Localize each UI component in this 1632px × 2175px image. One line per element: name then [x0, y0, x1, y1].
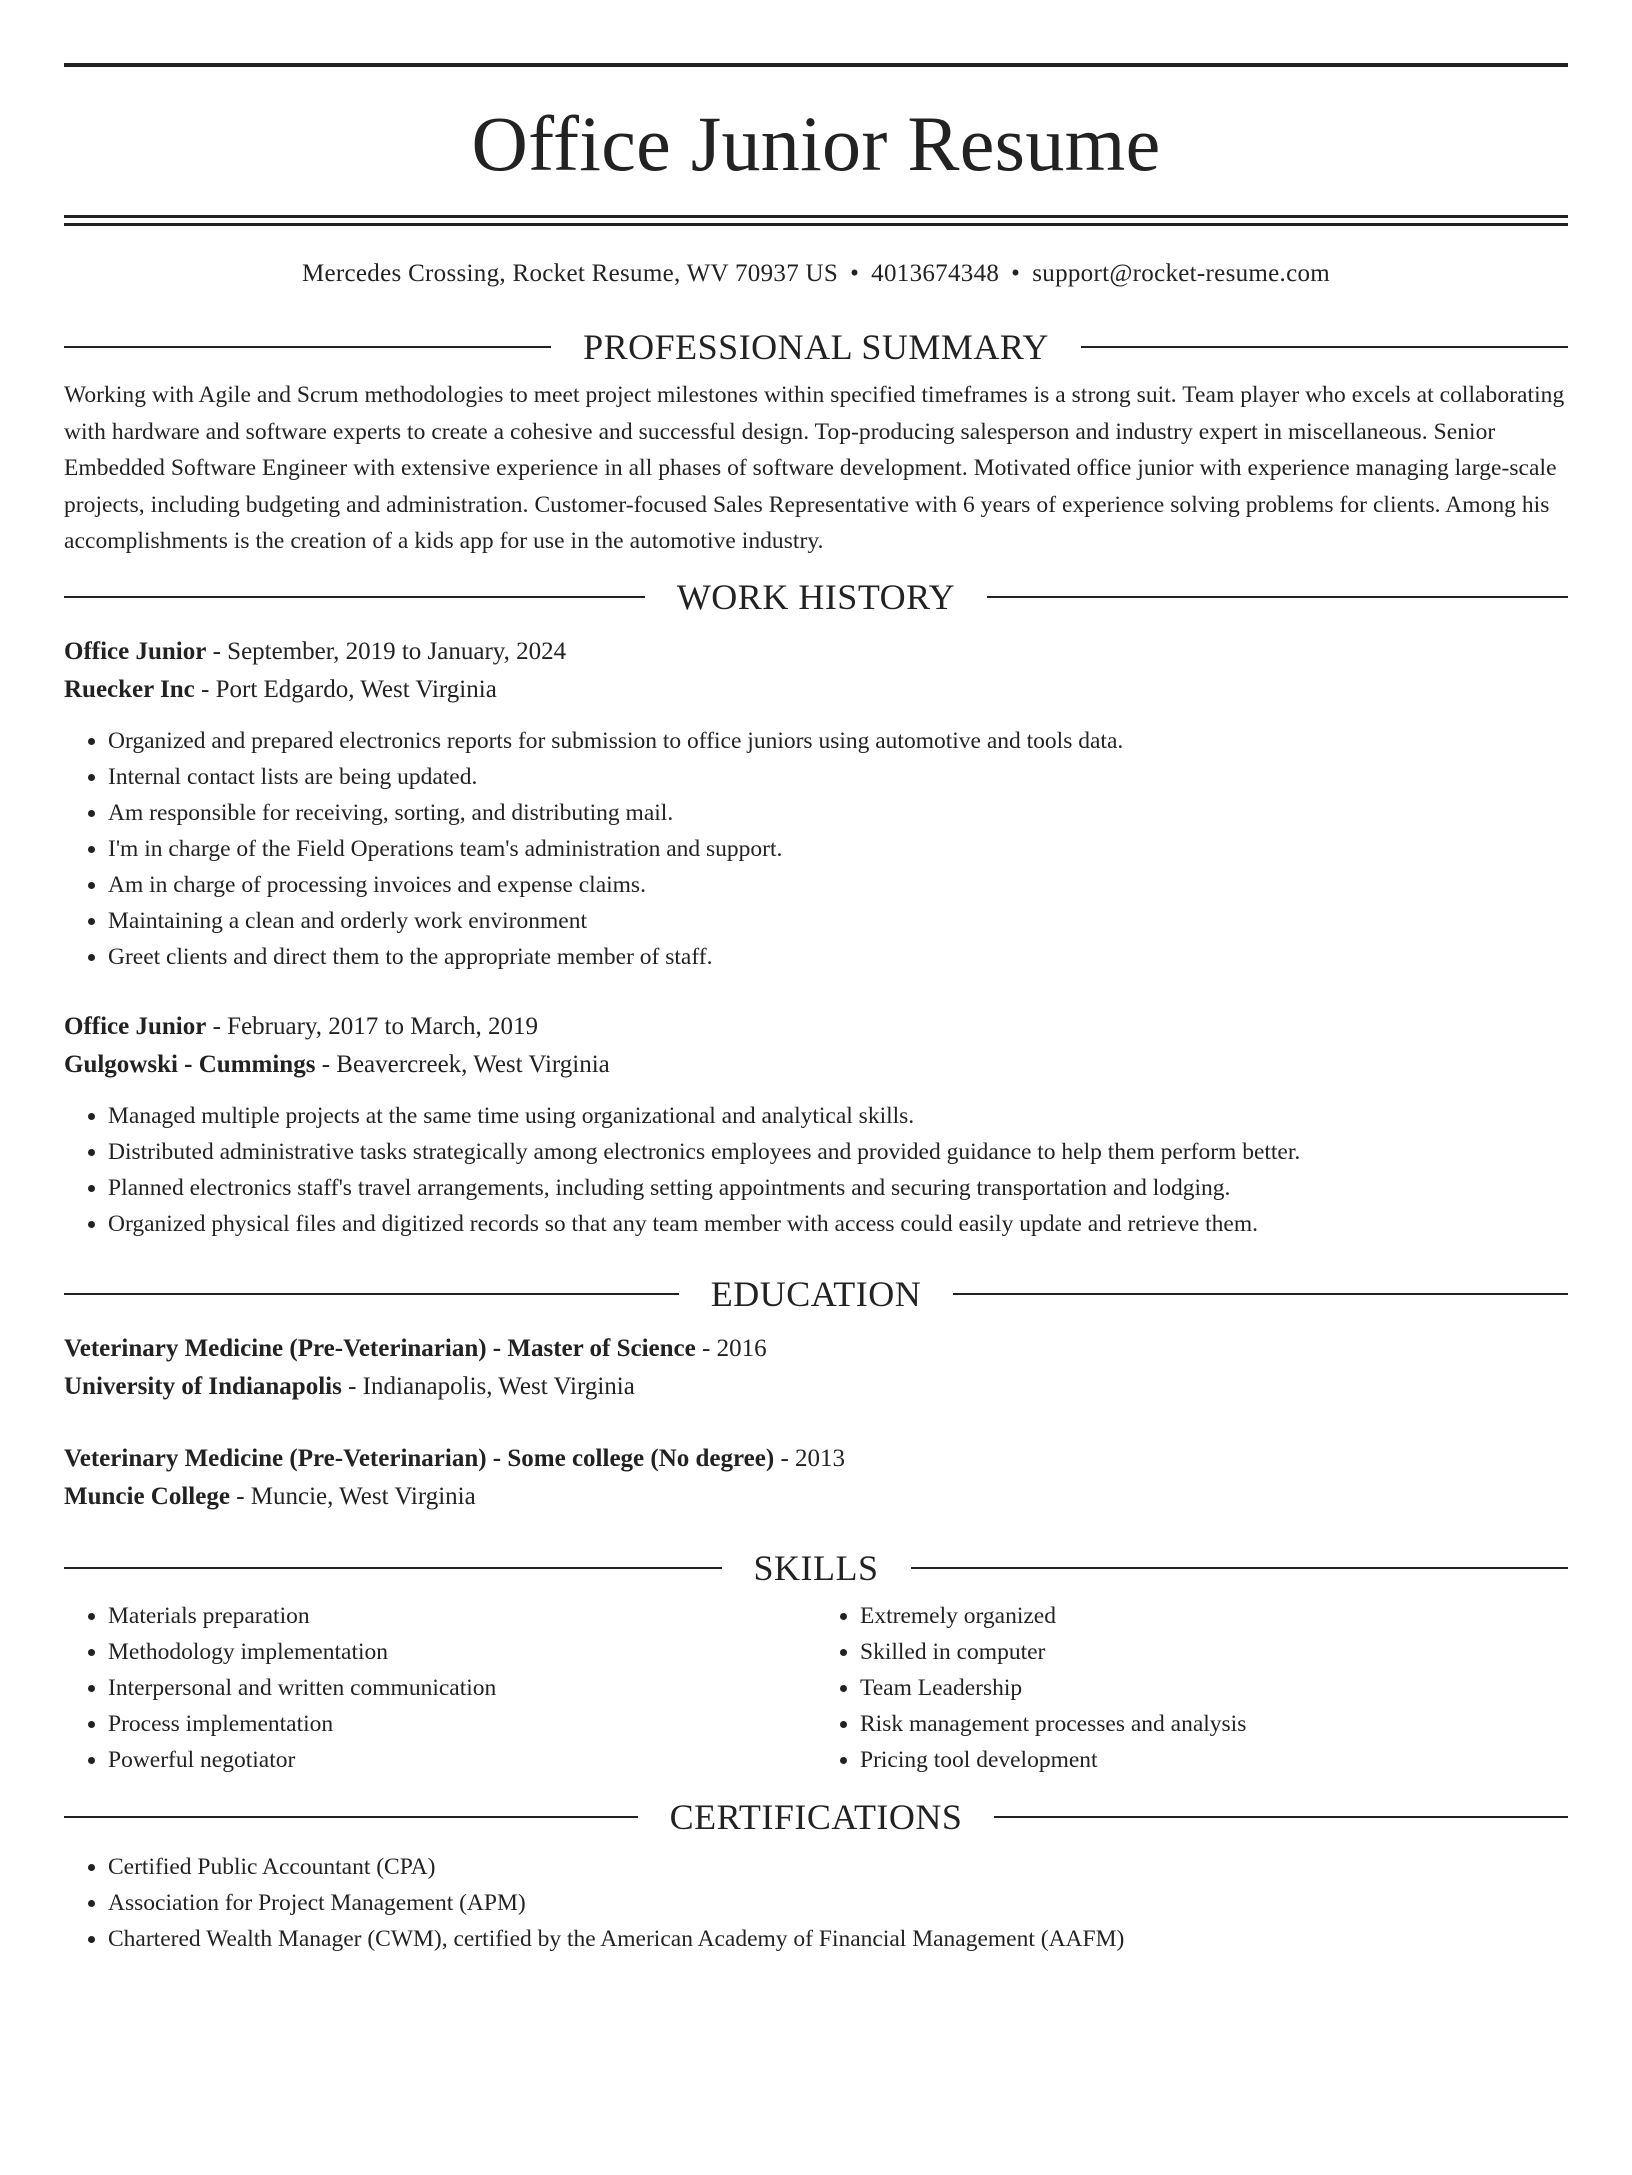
education-school-line — [64, 1478, 1568, 1516]
job-company: Ruecker Inc — [64, 675, 195, 703]
list-item: • Am responsible for receiving, sorting, and distributing mail. — [108, 795, 1568, 831]
list-item: • Certified Public Accountant (CPA) — [108, 1849, 1568, 1885]
list-item: • Distributed administrative tasks strategically among electronics employees and provided guidance to help them perform better. — [108, 1134, 1568, 1170]
job-dates: - September, 2019 to January, 2024 — [206, 637, 567, 665]
list-item: • Skilled in computer — [860, 1634, 1568, 1670]
job-title-line — [64, 633, 1568, 671]
education-degree-line — [64, 1440, 1568, 1478]
job-dates: - February, 2017 to March, 2019 — [206, 1012, 538, 1040]
list-item: • Materials preparation — [108, 1598, 816, 1634]
list-item: • I'm in charge of the Field Operations team's administration and support. — [108, 831, 1568, 867]
job-location: - Port Edgardo, West Virginia — [194, 675, 497, 703]
list-item: • Internal contact lists are being updated. — [108, 759, 1568, 795]
education-entry — [64, 1440, 1568, 1516]
job-title: Office Junior — [64, 1012, 207, 1040]
education-degree: Veterinary Medicine (Pre-Veterinarian) - Master of Science — [64, 1334, 696, 1362]
certifications-list — [64, 1849, 1568, 1957]
section-heading-certifications — [64, 1796, 1568, 1837]
resume-page — [0, 63, 1632, 2175]
list-item: • Risk management processes and analysis — [860, 1706, 1568, 1742]
education-school: University of Indianapolis — [64, 1372, 342, 1400]
list-item: • Association for Project Management (APM) — [108, 1885, 1568, 1921]
list-item: • Organized physical files and digitized records so that any team member with access could easily update and retrieve them. — [108, 1206, 1568, 1242]
job-location: - Beavercreek, West Virginia — [315, 1050, 610, 1078]
job-title-line — [64, 1008, 1568, 1046]
section-heading-label: WORK HISTORY — [676, 576, 956, 617]
list-item: • Methodology implementation — [108, 1634, 816, 1670]
list-item: • Team Leadership — [860, 1670, 1568, 1706]
job-bullets — [64, 723, 1568, 975]
list-item: • Process implementation — [108, 1706, 816, 1742]
top-rule — [64, 63, 1568, 67]
education-location: - Indianapolis, West Virginia — [341, 1372, 635, 1400]
contact-address: Mercedes Crossing, Rocket Resume, WV 70937 US — [301, 260, 839, 287]
list-item: • Extremely organized — [860, 1598, 1568, 1634]
skills-grid — [64, 1598, 1568, 1778]
section-heading-label: PROFESSIONAL SUMMARY — [583, 327, 1049, 367]
resume-title: Office Junior Resume — [471, 100, 1161, 187]
list-item: • Chartered Wealth Manager (CWM), certified by the American Academy of Financial Management (AAFM) — [108, 1921, 1568, 1957]
section-heading-skills — [64, 1547, 1568, 1588]
skills-list-right — [816, 1598, 1568, 1778]
skills-list-left — [64, 1598, 816, 1778]
list-item: • Interpersonal and written communication — [108, 1670, 816, 1706]
list-item: • Managed multiple projects at the same time using organizational and analytical skills. — [108, 1098, 1568, 1134]
education-location: - Muncie, West Virginia — [229, 1482, 476, 1510]
contact-separator: • — [1011, 260, 1021, 287]
section-heading-label: EDUCATION — [710, 1273, 922, 1314]
contact-line — [64, 259, 1568, 289]
education-school-line — [64, 1368, 1568, 1406]
list-item: • Powerful negotiator — [108, 1742, 816, 1778]
job-company-line — [64, 671, 1568, 709]
job-title: Office Junior — [64, 637, 207, 665]
contact-email: support@rocket-resume.com — [1032, 260, 1331, 287]
job-entry — [64, 1008, 1568, 1242]
list-item: • Planned electronics staff's travel arrangements, including setting appointments and securing transportation and lodging. — [108, 1170, 1568, 1206]
job-bullets — [64, 1098, 1568, 1242]
list-item: • Am in charge of processing invoices and expense claims. — [108, 867, 1568, 903]
contact-phone: 4013674348 — [871, 260, 1000, 287]
education-year: - 2013 — [774, 1444, 846, 1472]
list-item: • Maintaining a clean and orderly work environment — [108, 903, 1568, 939]
education-year: - 2016 — [695, 1334, 767, 1362]
section-heading-work-history — [64, 576, 1568, 617]
education-degree-line — [64, 1330, 1568, 1368]
title-double-rule — [64, 215, 1568, 226]
list-item: • Organized and prepared electronics reports for submission to office juniors using automotive and tools data. — [108, 723, 1568, 759]
section-heading-label: SKILLS — [753, 1547, 879, 1588]
education-degree: Veterinary Medicine (Pre-Veterinarian) - Some college (No degree) — [64, 1444, 775, 1472]
section-heading-education — [64, 1273, 1568, 1314]
job-entry — [64, 633, 1568, 975]
section-heading-summary — [64, 329, 1568, 365]
education-entry — [64, 1330, 1568, 1406]
list-item: • Greet clients and direct them to the appropriate member of staff. — [108, 939, 1568, 975]
job-company: Gulgowski - Cummings — [64, 1050, 316, 1078]
section-heading-label: CERTIFICATIONS — [669, 1796, 963, 1837]
job-company-line — [64, 1046, 1568, 1084]
education-school: Muncie College — [64, 1482, 230, 1510]
list-item: • Pricing tool development — [860, 1742, 1568, 1778]
contact-separator: • — [850, 260, 860, 287]
summary-text: Working with Agile and Scrum methodologies to meet project milestones within specified timeframes is a strong suit. Team player who excels at collaborating with hardware and software experts to create a cohesive and successful design. Top-producing salesperson and industry expert in miscellaneous. Senior Embedded Software Engineer with extensive experience in all phases of software development. Motivated office junior with experience managing large-scale projects, including budgeting and administration. Customer-focused Sales Representative with 6 years of experience solving problems for clients. Among his accomplishments is the creation of a kids app for use in the automotive industry. — [64, 382, 1565, 554]
